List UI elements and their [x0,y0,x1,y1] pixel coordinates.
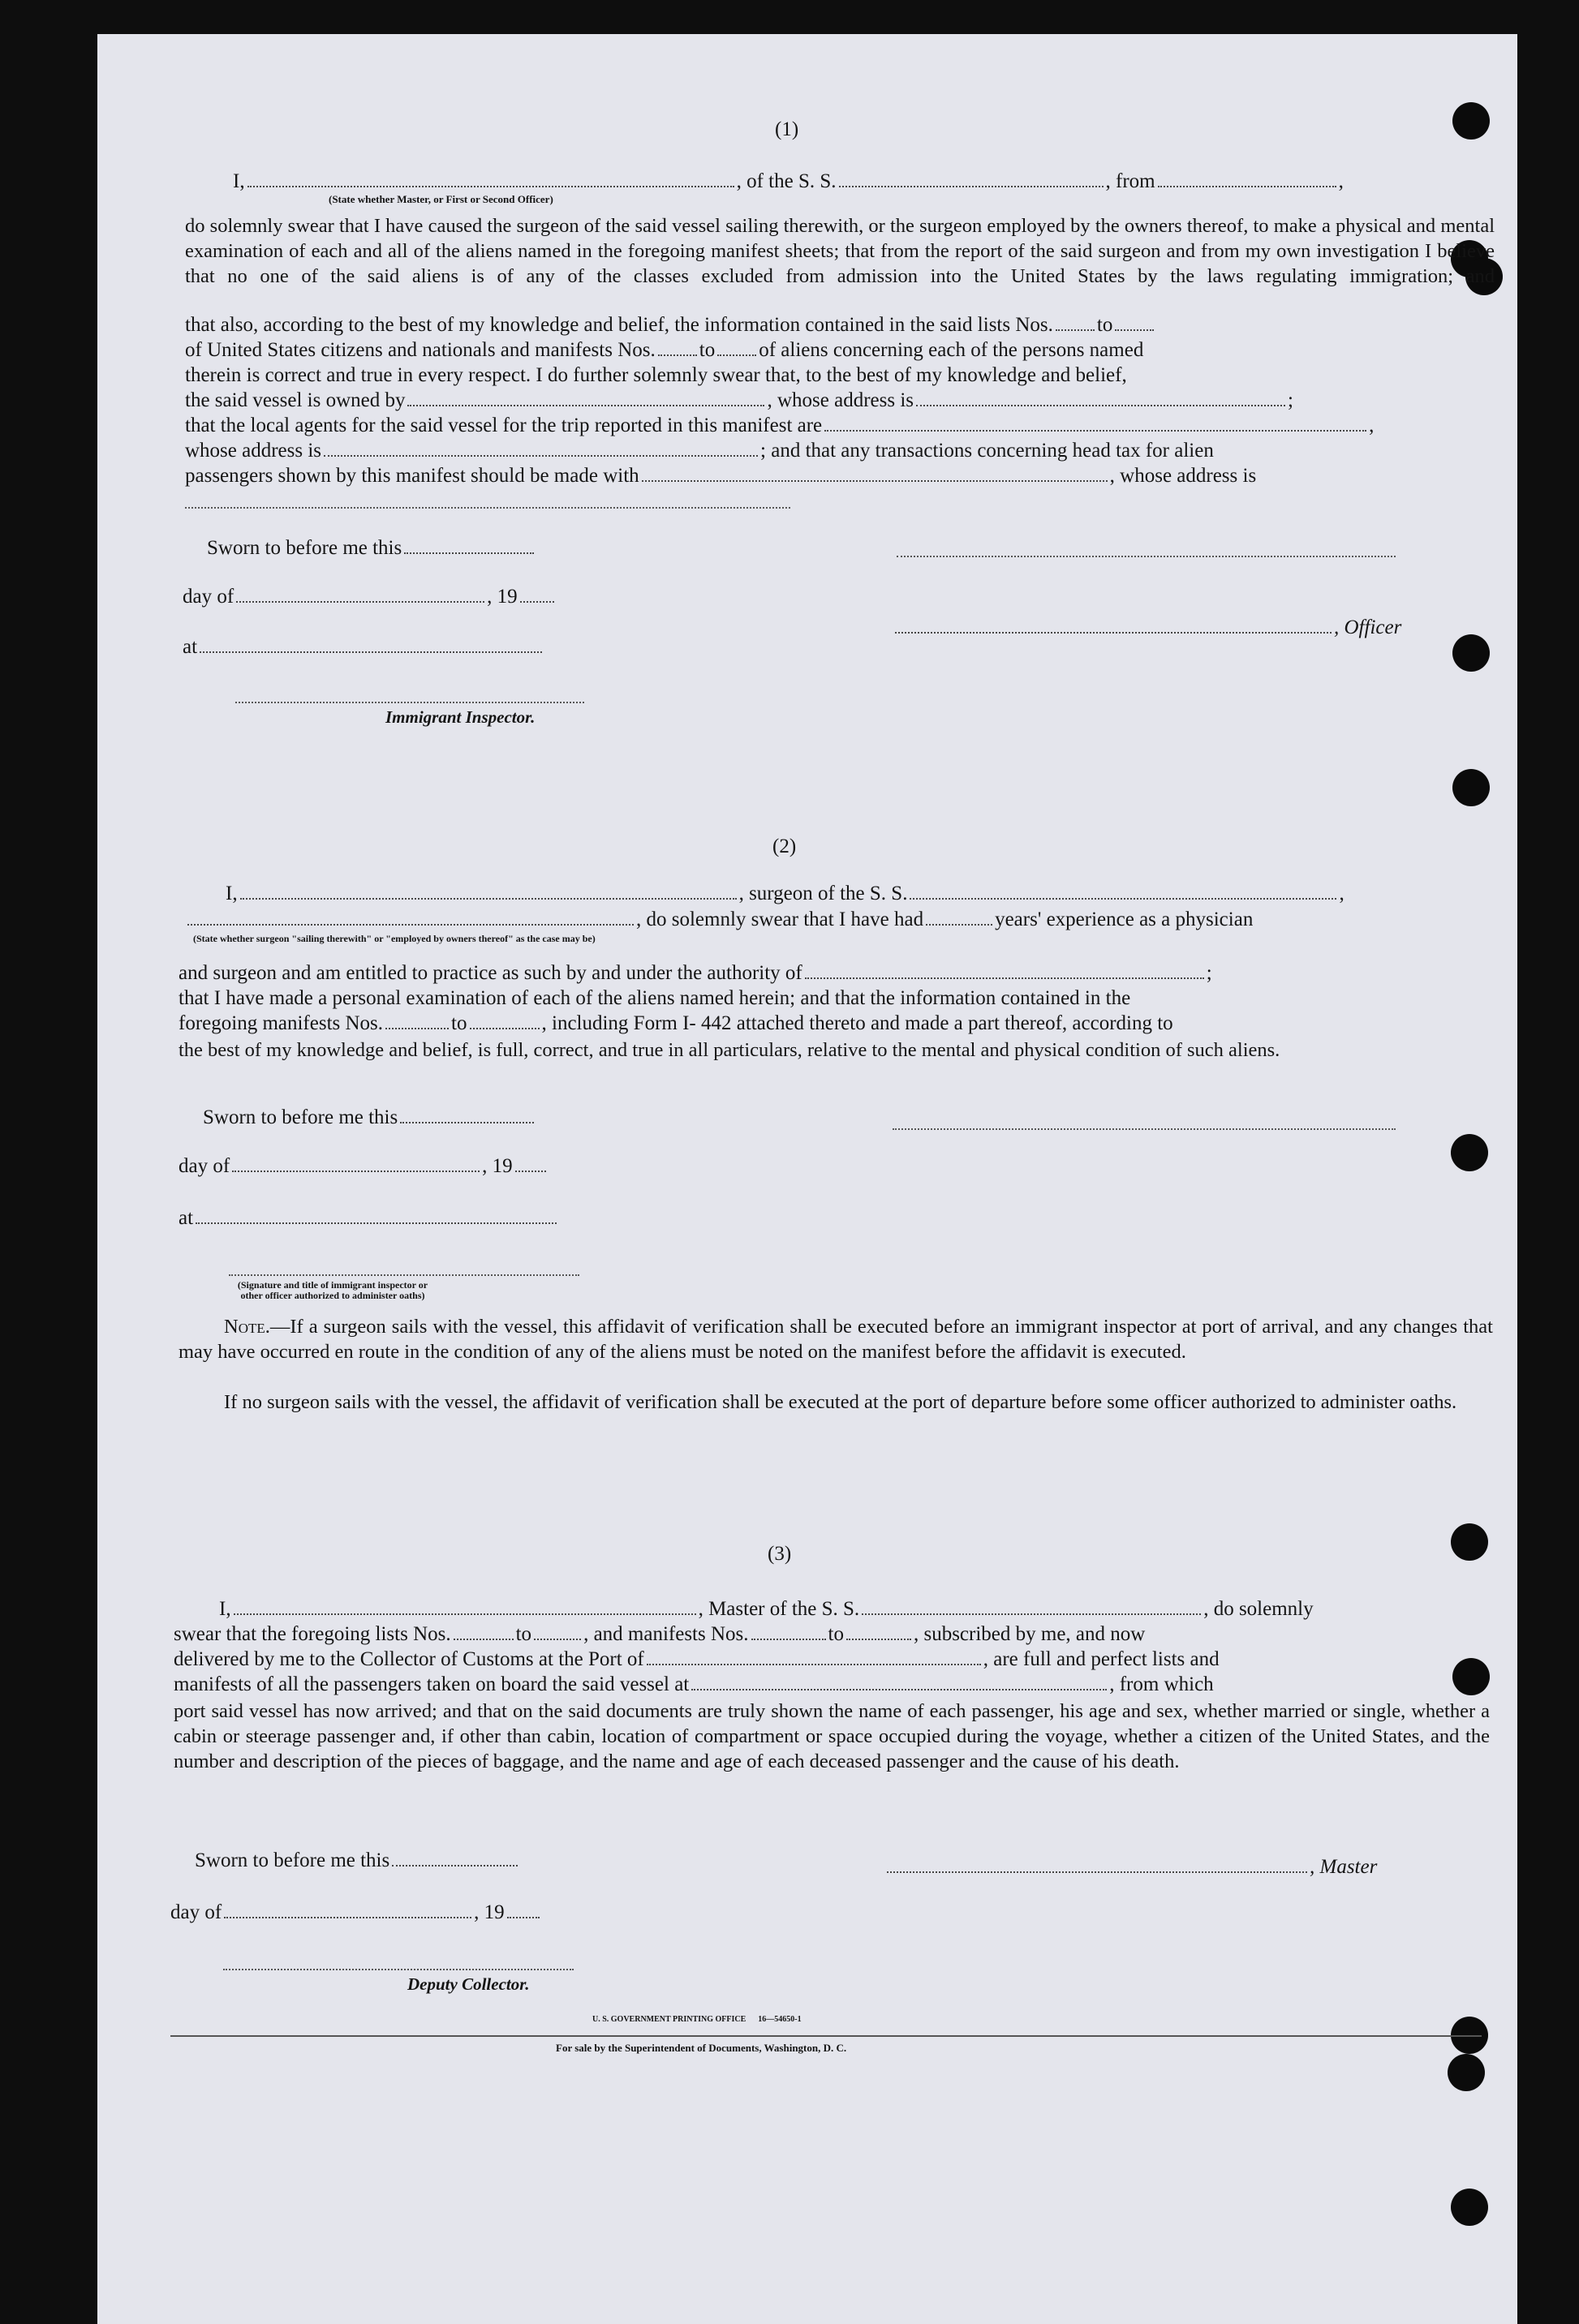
punch-hole [1451,1523,1488,1561]
sale-notice: For sale by the Superintendent of Documents, Washington, D. C. [556,2042,847,2054]
immigrant-inspector-label: Immigrant Inspector. [385,707,536,727]
punch-hole [1452,102,1490,140]
section-2-day: day of , 19 [179,1155,549,1178]
oath-officer-caption: (Signature and title of immigrant inspector or other officer authorized to administer oaths) [237,1279,428,1301]
section-3-master-line: , Master [884,1856,1377,1879]
note-text: Note.—If a surgeon sails with the vessel, this affidavit of verification shall be executed before an immigrant inspector at port of arrival, and any changes that may have occurred en route in the condition of any of the aliens must be noted on the manifest before the affidavit is executed. [179,1316,1493,1363]
section-2-line-1: I, , surgeon of the S. S. , [226,883,1345,904]
section-1-owner-line: the said vessel is owned by , whose address is ; [185,389,1293,411]
officer-caption: (State whether Master, or First or Second Officer) [329,193,553,205]
section-2-sworn: Sworn to before me this [203,1106,536,1129]
form-page [97,34,1517,2324]
section-3-number: (3) [768,1543,792,1565]
deputy-collector-label: Deputy Collector. [407,1974,530,1994]
section-1-day: day of , 19 [183,586,557,608]
printing-office-imprint: U. S. GOVERNMENT PRINTING OFFICE 16—54650-1 [592,2015,802,2024]
section-1-oath-text: do solemnly swear that I have caused the surgeon of the said vessel sailing therewith, or the surgeon employed by the owners thereof, to make a physical and mental examination of each and all of the aliens named in the foregoing manifest sheets; that from the report of the said surgeon and from my own investigation I believe that no one of the said aliens is of any of the classes excluded from admission into the United States by the laws regulating immigration; and [185,215,1495,287]
punch-hole [1451,1134,1488,1171]
inspector-signature-line [235,701,584,703]
section-1-at: at [183,636,544,659]
section-1-line-1: I, , of the S. S. , from , [233,170,1344,192]
punch-hole [1452,1658,1490,1695]
section-2-authority-line: and surgeon and am entitled to practice as such by and under the authority of ; [179,962,1212,984]
section-1-agent-address-line: whose address is ; and that any transactions concerning head tax for alien [185,440,1214,462]
section-2-number: (2) [772,836,797,857]
section-1-agents-line: that the local agents for the said vessel for the trip reported in this manifest are , [185,415,1375,436]
punch-hole [1452,634,1490,672]
section-3-body: port said vessel has now arrived; and that on the said documents are truly shown the name of each passenger, his age and sex, whether married or single, whether a cabin or steerage passenger and, if other than cabin, location of compartment or space occupied during the voyage, whether a citizen of the United States, and the number and description of the pieces of baggage, and the name and age of each deceased passenger and the cause of his death. [174,1700,1490,1772]
section-1-respect-line: therein is correct and true in every respect. I do further solemnly swear that, to the best of my knowledge and belief, [185,364,1127,386]
section-1-number: (1) [775,118,799,140]
surgeon-signature-line [893,1128,1396,1130]
section-3-line-1: I, , Master of the S. S. , do solemnly [219,1598,1314,1620]
punch-hole [1448,2054,1485,2091]
section-2-at: at [179,1207,559,1230]
section-2-line-2: , do solemnly swear that I have had years' experience as a physician [185,909,1253,931]
oath-officer-signature-line [229,1274,579,1276]
footer-rule [170,2034,1482,2037]
section-3-line-2: swear that the foregoing lists Nos. to , and manifests Nos. to , subscribed by me, and now [174,1623,1146,1645]
section-1-officer-line: , Officer [893,616,1401,639]
section-1-lists-line: that also, according to the best of my knowledge and belief, the information contained in the said lists Nos. to [185,314,1156,337]
section-2-exam-line: that I have made a personal examination of each of the aliens named herein; and that the information contained in the [179,987,1131,1009]
deputy-signature-line [223,1968,574,1970]
officer-signature-line-1 [897,555,1396,557]
section-2-manifests-line: foregoing manifests Nos. to , including Form I- 442 attached thereto and made a part thereof, according to [179,1012,1173,1034]
section-1-sworn: Sworn to before me this [207,537,536,560]
note-text-2: If no surgeon sails with the vessel, the affidavit of verification shall be executed at the port of departure before some officer authorized to administer oaths. [224,1391,1457,1413]
punch-hole [1451,2189,1488,2226]
section-1-headtax-line: passengers shown by this manifest should be made with , whose address is [185,465,1257,487]
section-3-day: day of , 19 [170,1901,542,1924]
surgeon-caption: (State whether surgeon "sailing therewith" or "employed by owners thereof" as the case may be) [193,933,596,944]
address-blank-line [185,506,790,509]
section-3-line-3: delivered by me to the Collector of Customs at the Port of , are full and perfect lists and [174,1648,1220,1670]
section-1-manifests-line: of United States citizens and nationals and manifests Nos. to of aliens concerning each of the persons named [185,339,1144,361]
punch-hole [1452,769,1490,806]
section-3-sworn: Sworn to before me this [195,1849,520,1872]
section-2-belief-text: the best of my knowledge and belief, is full, correct, and true in all particulars, relative to the mental and physical condition of such aliens. [179,1039,1280,1061]
section-3-line-4: manifests of all the passengers taken on board the said vessel at , from which [174,1673,1214,1695]
